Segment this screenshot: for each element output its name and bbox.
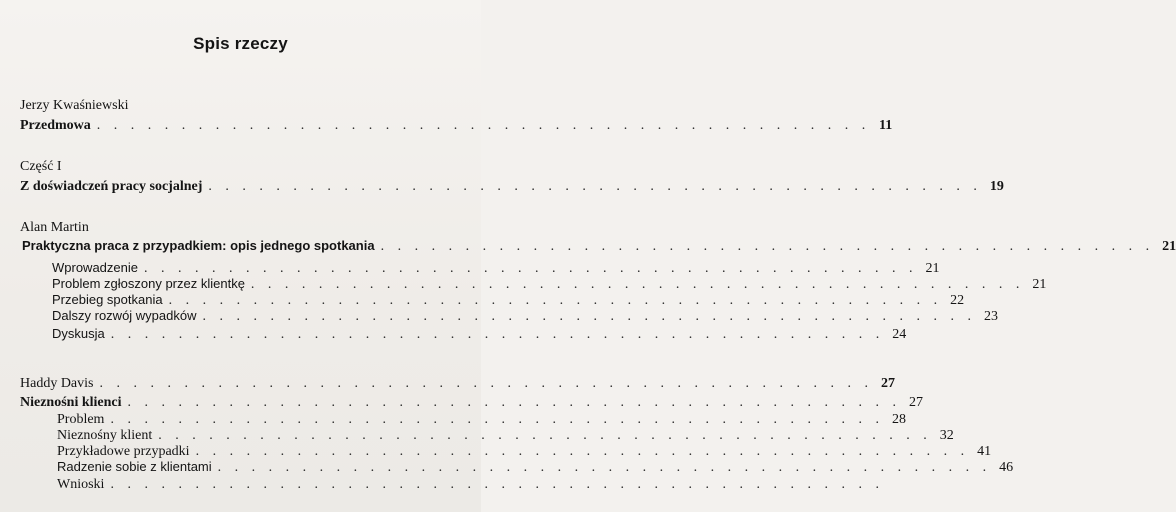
leader-dots: . . . . . . . . . . . . . . . . . . . . . . . . . . . . . . . . . . . . . . . . . . . . . .: [158, 428, 932, 443]
toc-heading: Z doświadczeń pracy socjalnej: [20, 179, 203, 194]
leader-dots: . . . . . . . . . . . . . . . . . . . . . . . . . . . . . . . . . . . . . . . . . . . . . .: [127, 395, 902, 410]
page-number: 19: [989, 179, 1004, 194]
toc-sublabel: Wnioski: [57, 477, 105, 492]
toc-sublabel: Dalszy rozwój wypadków: [52, 308, 197, 323]
author-name: Jerzy Kwaśniewski: [20, 98, 129, 113]
page-number: 27: [909, 395, 924, 410]
leader-dots: . . . . . . . . . . . . . . . . . . . . . . . . . . . . . . . . . . . . . . . . . . . . . .: [110, 327, 885, 342]
leader-dots: . . . . . . . . . . . . . . . . . . . . . . . . . . . . . . . . . . . . . . . . . . . . . .: [110, 477, 884, 492]
page-title: Spis rzeczy: [193, 34, 288, 53]
part-label: Część I: [20, 159, 62, 174]
toc-sublabel: Przykładowe przypadki: [57, 444, 190, 459]
page-number: 28: [891, 412, 906, 427]
author-name: Alan Martin: [20, 220, 89, 235]
toc-heading: Nieznośni klienci: [20, 395, 122, 410]
toc-sublabel: Wprowadzenie: [52, 260, 138, 275]
toc-subentry: [52, 326, 907, 343]
leader-dots: . . . . . . . . . . . . . . . . . . . . . . . . . . . . . . . . . . . . . . . . . . . . . .: [144, 261, 918, 276]
page-number: 23: [984, 309, 998, 324]
toc-entry-davis: [20, 395, 924, 412]
toc-sublabel: Problem zgłoszony przez klientkę: [52, 276, 245, 291]
toc-subentry: [57, 477, 884, 494]
page-number: 21: [1032, 277, 1047, 292]
page-number: 22: [950, 293, 965, 308]
toc-heading: Przedmowa: [20, 118, 91, 133]
page-number: 24: [892, 327, 907, 342]
leader-dots: . . . . . . . . . . . . . . . . . . . . . . . . . . . . . . . . . . . . . . . . . . . . . .: [250, 277, 1025, 292]
toc-entry-przedmowa: [20, 118, 893, 135]
page-number: 46: [999, 460, 1014, 475]
page-number: 11: [879, 118, 893, 133]
toc-sublabel: Dyskusja: [52, 326, 105, 341]
toc-subentry: [57, 428, 954, 445]
toc-subentry: [57, 459, 1014, 476]
toc-subentry: [52, 260, 940, 277]
leader-dots: . . . . . . . . . . . . . . . . . . . . . . . . . . . . . . . . . . . . . . . . . . . . . .: [168, 293, 943, 308]
leader-dots: . . . . . . . . . . . . . . . . . . . . . . . . . . . . . . . . . . . . . . . . . . . . . .: [202, 309, 976, 324]
page-number: 27: [881, 376, 895, 391]
page-number: 41: [977, 444, 992, 459]
toc-sublabel: Nieznośny klient: [57, 428, 153, 443]
toc-author-line: [20, 376, 895, 393]
leader-dots: . . . . . . . . . . . . . . . . . . . . . . . . . . . . . . . . . . . . . . . . . . . . . .: [99, 376, 873, 391]
leader-dots: . . . . . . . . . . . . . . . . . . . . . . . . . . . . . . . . . . . . . . . . . . . . . .: [208, 179, 982, 194]
leader-dots: . . . . . . . . . . . . . . . . . . . . . . . . . . . . . . . . . . . . . . . . . . . . . .: [380, 239, 1155, 254]
page-number: 32: [939, 428, 954, 443]
leader-dots: . . . . . . . . . . . . . . . . . . . . . . . . . . . . . . . . . . . . . . . . . . . . . .: [195, 444, 970, 459]
author-name: Haddy Davis: [20, 376, 94, 391]
toc-heading: Praktyczna praca z przypadkiem: opis jednego spotkania: [22, 238, 375, 253]
page-number: 21: [1162, 239, 1176, 254]
leader-dots: . . . . . . . . . . . . . . . . . . . . . . . . . . . . . . . . . . . . . . . . . . . . . .: [96, 118, 871, 133]
leader-dots: . . . . . . . . . . . . . . . . . . . . . . . . . . . . . . . . . . . . . . . . . . . . . .: [217, 460, 992, 475]
toc-sublabel: Problem: [57, 412, 105, 427]
toc-sublabel: Radzenie sobie z klientami: [57, 459, 212, 474]
toc-entry-martin: [22, 238, 1176, 255]
leader-dots: . . . . . . . . . . . . . . . . . . . . . . . . . . . . . . . . . . . . . . . . . . . . . .: [110, 412, 884, 427]
toc-entry-part-one: [20, 179, 1004, 196]
toc-sublabel: Przebieg spotkania: [52, 292, 163, 307]
page-number: 21: [925, 261, 940, 276]
toc-subentry: [52, 276, 1047, 293]
toc-subentry: [57, 412, 906, 429]
toc-subentry: [52, 292, 965, 309]
toc-subentry: [52, 308, 998, 325]
